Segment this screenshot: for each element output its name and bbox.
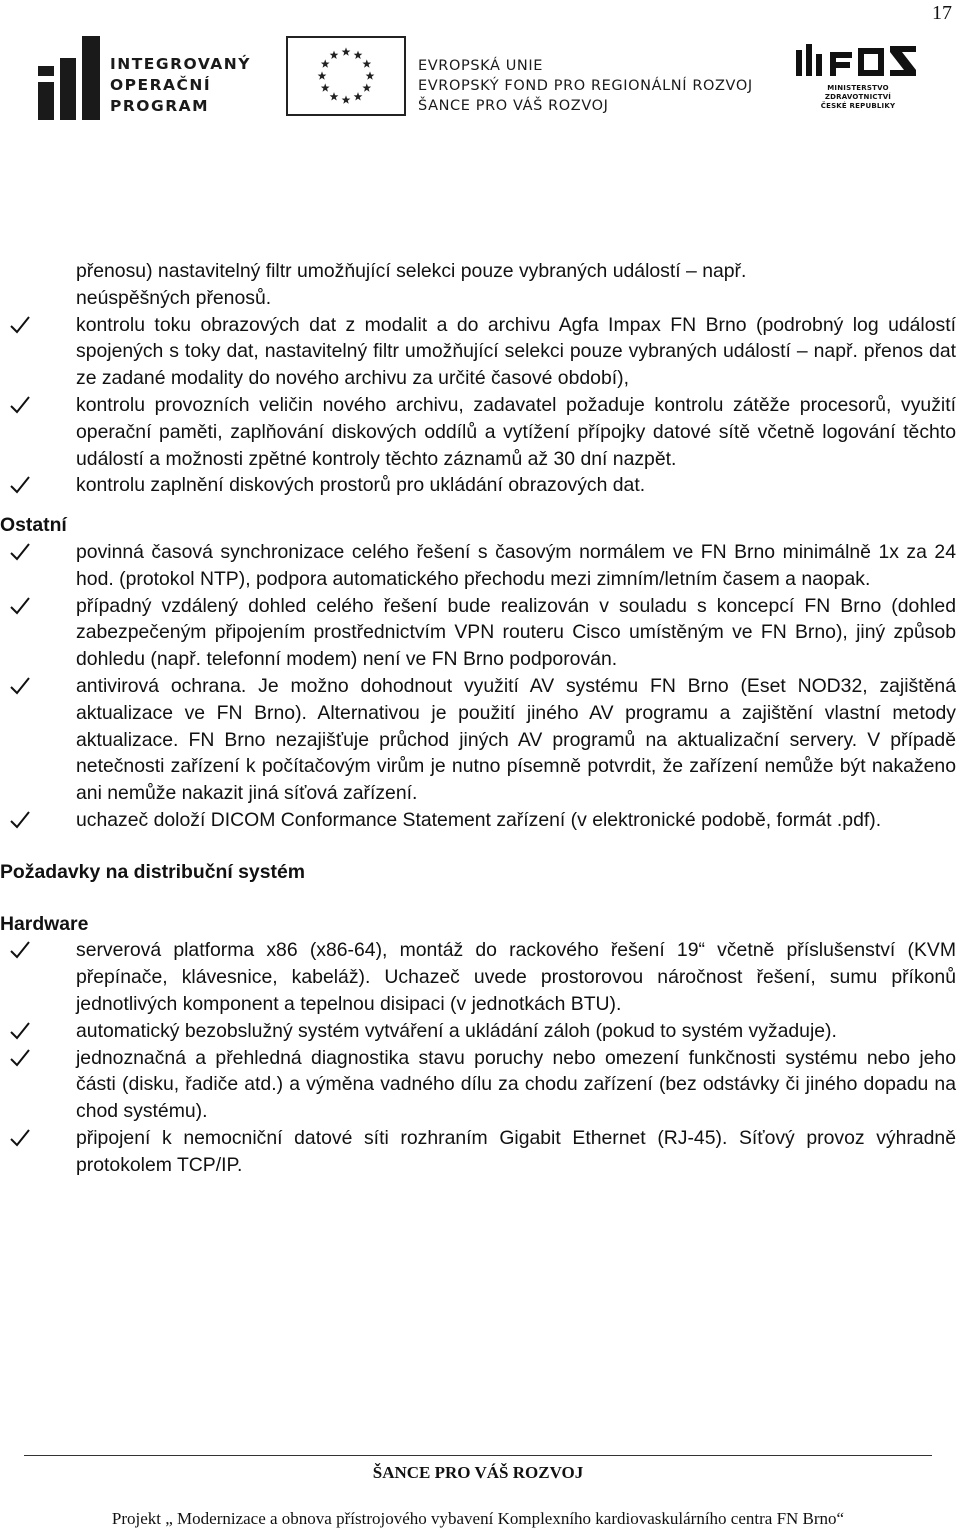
list-item-text: povinná časová synchronizace celého řešení s časovým normálem ve FN Brno minimálně 1x za 24 hod. (protokol NTP), podpora automatického přechodu mezi zimním/letním časem a naopak. xyxy=(76,540,956,590)
list-item-text: automatický bezobslužný systém vytváření a ukládání záloh (pokud to systém vyžaduje). xyxy=(76,1019,837,1042)
list-item xyxy=(0,1125,956,1179)
list-item xyxy=(0,593,956,673)
eu-logo-line: ŠANCE PRO VÁŠ ROZVOJ xyxy=(418,98,609,114)
eu-star-icon xyxy=(330,51,339,59)
eu-star-icon xyxy=(342,47,351,55)
eu-star-icon xyxy=(362,59,371,67)
eu-star-icon xyxy=(362,83,371,91)
checkmark-icon xyxy=(9,1127,31,1149)
checkmark-icon xyxy=(9,675,31,697)
iop-logo-line: OPERAČNÍ xyxy=(110,76,212,94)
list-item-text: případný vzdálený dohled celého řešení bude realizován v souladu s koncepcí FN Brno (dohled zabezpečeným připojením prostřednictvím VPN routeru Cisco umístěným ve FN Brno), jiný způsob dohledu (např. telefonní modem) není ve FN Brno podporován. xyxy=(76,594,956,671)
eu-star-icon xyxy=(318,71,327,79)
iop-logo-mark-icon xyxy=(38,36,100,120)
footer-divider xyxy=(24,1455,932,1456)
list-item xyxy=(0,807,956,834)
continuation-paragraph xyxy=(0,258,956,312)
checkmark-icon xyxy=(9,595,31,617)
list-item-text: kontrolu provozních veličin nového archivu, zadavatel požaduje kontrolu zátěže procesorů, využití operační paměti, zaplňování diskových oddílů a vytížení přípojky datové sítě včetně logování těchto událostí a možnosti zpětné kontroly těchto záznamů až 30 dní nazpět. xyxy=(76,393,956,470)
ministry-logo-mark-icon xyxy=(796,44,920,80)
list-item-text: kontrolu toku obrazových dat z modalit a do archivu Agfa Impax FN Brno (podrobný log událostí spojených s toky dat, nastavitelný filtr umožňující selekci pouze vybraných událostí – např. přenos dat ze zadané modality do nového archivu za určité časové období), xyxy=(76,313,956,390)
list-item-text: antivirová ochrana. Je možno dohodnout využití AV systému FN Brno (Eset NOD32, zajištěná aktualizace ve FN Brno). Alternativou je použití jiného AV programu a zajištění vlastní metody aktualizace. FN Brno nezajišťuje průchod jiných AV programů na aktualizační servery. V případě netečnosti zařízení k počítačovým virům je nutno písemně potvrdit, že zařízení nemůže být nakaženo ani nemůže nakazit jiná síťová zařízení. xyxy=(76,674,956,805)
eu-stars-icon xyxy=(288,38,404,114)
list-item-text: uchazeč doloží DICOM Conformance Statement zařízení (v elektronické podobě, formát .pdf). xyxy=(76,808,882,831)
eu-flag xyxy=(286,36,406,116)
checkmark-icon xyxy=(9,394,31,416)
eu-star-icon xyxy=(342,95,351,103)
eu-logo-line: EVROPSKÁ UNIE xyxy=(418,58,543,74)
list-item-text: kontrolu zaplnění diskových prostorů pro ukládání obrazových dat. xyxy=(76,474,646,497)
eu-star-icon xyxy=(321,59,330,67)
checkmark-icon xyxy=(9,474,31,496)
list-item-text: připojení k nemocniční datové síti rozhraním Gigabit Ethernet (RJ-45). Síťový provoz výhradně protokolem TCP/IP. xyxy=(76,1126,956,1176)
iop-logo xyxy=(38,36,258,120)
list-item xyxy=(0,673,956,807)
iop-logo-line: INTEGROVANÝ xyxy=(110,55,251,73)
footer-slogan: ŠANCE PRO VÁŠ ROZVOJ xyxy=(372,1463,584,1482)
list-item-text: serverová platforma x86 (x86-64), montáž do rackového řešení 19“ včetně příslušenství (KVM přepínače, klávesnice, kabeláž). Uchazeč uvede prostorovou náročnost řešení, sumu příkonů jednotlivých komponent a tepelnou disipaci (v jednotkách BTU). xyxy=(76,939,956,1015)
footer-project-title: Projekt „ Modernizace a obnova přístrojového vybavení Komplexního kardiovaskulárního centra FN Brno“ xyxy=(111,1509,845,1528)
eu-star-icon xyxy=(354,51,363,59)
eu-logo xyxy=(286,36,766,120)
ministry-logo-text xyxy=(796,84,920,111)
list-item xyxy=(0,392,956,472)
checkmark-icon xyxy=(9,314,31,336)
checkmark-icon xyxy=(9,1020,31,1042)
eu-star-icon xyxy=(366,71,375,79)
section-heading-hardware: Hardware xyxy=(0,912,89,935)
iop-logo-text xyxy=(110,54,251,117)
eu-star-icon xyxy=(330,92,339,100)
list-item-text: jednoznačná a přehledná diagnostika stavu poruchy nebo omezení funkčnosti systému nebo jeho části (disku, řadiče atd.) a výměna vadného dílu za chodu zařízení (bez odstávky či jiného dopadu na chod systému). xyxy=(76,1046,956,1123)
section-heading-ostatni: Ostatní xyxy=(0,514,67,537)
list-item xyxy=(0,1045,956,1125)
list-item xyxy=(0,539,956,593)
checkmark-icon xyxy=(9,1047,31,1069)
eu-star-icon xyxy=(321,83,330,91)
eu-logo-line: EVROPSKÝ FOND PRO REGIONÁLNÍ ROZVOJ xyxy=(418,78,753,94)
iop-logo-line: PROGRAM xyxy=(110,97,210,115)
ministry-logo xyxy=(796,44,926,108)
list-item xyxy=(0,1018,956,1045)
list-item xyxy=(0,312,956,392)
list-item xyxy=(0,472,956,499)
checkmark-icon xyxy=(9,939,31,961)
section-heading-distribution: Požadavky na distribuční systém xyxy=(0,860,305,883)
checkmark-icon xyxy=(9,541,31,563)
document-body xyxy=(0,258,956,1179)
continuation-line: přenosu) nastavitelný filtr umožňující selekci pouze vybraných událostí – např. xyxy=(76,260,747,282)
eu-star-icon xyxy=(354,92,363,100)
page-number: 17 xyxy=(932,2,952,24)
checkmark-icon xyxy=(9,809,31,831)
ministry-logo-line: ČESKÉ REPUBLIKY xyxy=(820,102,896,110)
ministry-logo-line: MINISTERSTVO ZDRAVOTNICTVÍ xyxy=(824,84,892,101)
eu-logo-text xyxy=(418,56,753,116)
continuation-line: neúspěšných přenosů. xyxy=(76,286,272,309)
list-item xyxy=(0,937,956,1017)
